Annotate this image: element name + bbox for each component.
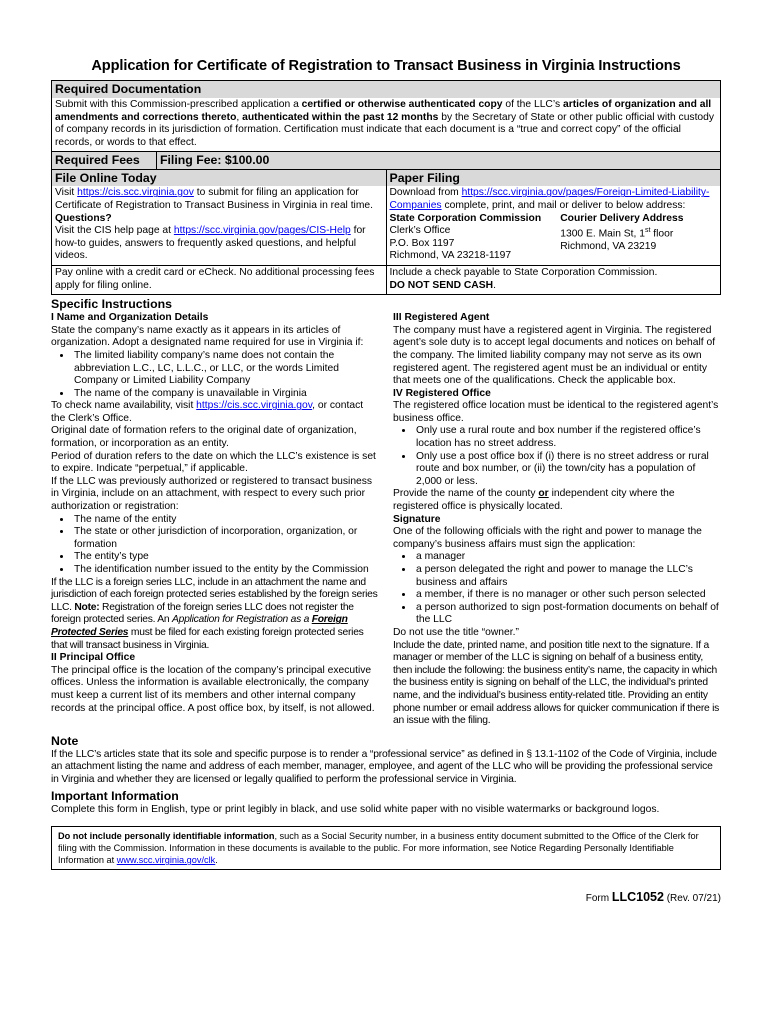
filing-methods-header [52, 169, 720, 186]
list-item: • a person delegated the right and power to manage the LLC’s business and affairs [414, 564, 721, 589]
requirements-box [51, 80, 721, 295]
list-item: • The identification number issued to the entity by the Commission [72, 564, 379, 577]
online-heading: File Online Today [52, 170, 387, 186]
courier-address: Courier Delivery Address 1300 E. Main St, 1st floor Richmond, VA 23219 [560, 212, 684, 253]
instructions-page [51, 58, 721, 904]
scc-mailing-address: State Corporation Commission Clerk’s Office P.O. Box 1197 Richmond, VA 23218-1197 [389, 212, 542, 262]
section-4-text: The registered office location must be identical to the registered agent’s business office. [393, 400, 719, 424]
required-fees-row [52, 151, 720, 169]
section-2-heading: II Principal Office [51, 652, 136, 664]
required-documentation-heading: Required Documentation [52, 81, 720, 98]
instructions-left-column [51, 312, 379, 728]
cis-help-link[interactable]: https://scc.virginia.gov/pages/CIS-Help [173, 225, 351, 237]
owner-title-note: Do not use the title “owner.” [393, 626, 519, 638]
online-payment-note: Pay online with a credit card or eCheck. No additional processing fees apply for filing online. [52, 265, 386, 294]
filing-fee: Filing Fee: $100.00 [160, 153, 270, 168]
paper-column [387, 186, 721, 294]
specific-instructions [51, 312, 721, 728]
formation-date-text: Original date of formation refers to the original date of organization, formation, or incorporation as an entity. [51, 425, 357, 450]
online-text: Visit https://cis.scc.virginia.gov to submit for filing an application for Certificate of Registration to Transact Business in Virginia in real time. Questions? Visit the CIS help page at https://scc.virginia.gov/pages/CIS-Help for how-to guides, answers to frequently asked questions, and helpful videos. [55, 187, 374, 262]
specific-instructions-heading: Specific Instructions [51, 297, 172, 312]
section-3-heading: III Registered Agent [393, 312, 490, 324]
list-item: • a manager [414, 551, 721, 564]
note-heading: Note [51, 733, 79, 748]
section-3-text: The company must have a registered agent in Virginia. The registered agent’s sole duty is to accept legal documents and notices on behalf of the company. The limited liability company may not serve as its own registered agent. The registered agent must be an individual or entity that meets one of the qualifications. Check the applicable box. [393, 324, 716, 387]
registered-office-list [393, 425, 721, 488]
pii-notice: Do not include personally identifiable information, such as a Social Security number, in a business entity document submitted to the Office of the Clerk for filing with the Commission. Information in these documents is available to the public. For more information, see Notice Regarding Personally Identifiable Information at www.scc.virginia.gov/clk. [51, 826, 721, 870]
list-item: • The name of the entity [72, 514, 379, 527]
designated-name-list [51, 350, 379, 400]
form-number: Form LLC1052 (Rev. 07/21) [585, 890, 721, 905]
signature-details-text: Include the date, printed name, and position title next to the signature. If a manager or member of the LLC is signing on behalf of a business entity, then include the following: the business entity’s name, the capacity in which the business entity is signing on behalf of the LLC, the individual’s printed name, and the individual’s business entity-related title. Providing an entity phone number or email address allows for quicker communication if there is an issue with the filing. [393, 639, 720, 727]
list-item: • The name of the company is unavailable in Virginia [72, 388, 379, 401]
prior-registration-list [51, 514, 379, 577]
list-item: • The entity’s type [72, 551, 379, 564]
prior-registration-text: If the LLC was previously authorized or registered to transact business in Virginia, include on an attachment, with respect to every such prior authorization or registration: [51, 475, 373, 513]
signature-heading: Signature [393, 513, 441, 525]
section-4-heading: IV Registered Office [393, 387, 491, 399]
section-1-heading: I Name and Organization Details [51, 312, 209, 324]
mailing-addresses [390, 213, 718, 263]
list-item: • Only use a rural route and box number if the registered office’s location has no street address. [414, 425, 721, 450]
duration-text: Period of duration refers to the date on which the LLC’s existence is set to expire. Indicate “perpetual,” if applicable. [51, 450, 376, 475]
paper-text: Download from https://scc.virginia.gov/pages/Foreign-Limited-Liability-Companies complete, print, and mail or deliver to below address: State Corporation Commission Clerk’s Office P.O. Box 1197 Richmond, VA 23218-1197 Courier Delivery Address 1300 E. Main St, 1st floor Richmond, VA 23219 [387, 186, 721, 265]
paper-heading: Paper Filing [389, 171, 460, 186]
list-item: • a person authorized to sign post-formation documents on behalf of the LLC [414, 602, 721, 627]
clerk-link[interactable]: www.scc.virginia.gov/clk [116, 855, 216, 866]
signature-intro: One of the following officials with the right and power to manage the company’s business affairs must sign the application: [393, 526, 702, 550]
required-documentation-text: Submit with this Commission-prescribed application a certified or otherwise authenticated copy of the LLC’s articles of organization and all amendments and corrections thereto, authenticated within the past 12 months by the Secretary of State or other public official with custody of company records in its jurisdiction of formation. Certification must indicate that each document is a “true and correct copy” of the official records, or words to that effect. [55, 99, 715, 148]
list-item: • a member, if there is no manager or other such person selected [414, 589, 721, 602]
paper-payment-note: Include a check payable to State Corporation Commission. DO NOT SEND CASH. [387, 265, 721, 294]
foreign-llc-link[interactable]: https://scc.virginia.gov/pages/Foreign-Limited-Liability-Companies [389, 187, 710, 211]
page-title: Application for Certificate of Registration to Transact Business in Virginia Instructions [91, 58, 681, 74]
cis-link[interactable]: https://cis.scc.virginia.gov [77, 187, 194, 199]
list-item: • The limited liability company’s name does not contain the abbreviation L.C., LC, L.L.C., or LLC, or the words Limited Company or Limited Liability Company [72, 350, 379, 388]
required-fees-label: Required Fees [52, 152, 157, 169]
important-text: Complete this form in English, type or print legibly in black, and use solid white paper with no visible watermarks or background logos. [51, 803, 660, 815]
instructions-right-column [393, 312, 721, 728]
section-1-intro: State the company’s name exactly as it appears in its articles of organization. Adopt a designated name required for use in Virginia if: [51, 324, 364, 349]
signature-officials-list [393, 551, 721, 627]
list-item: • The state or other jurisdiction of incorporation, organization, or formation [72, 526, 379, 551]
online-column [52, 186, 387, 294]
series-llc-text: If the LLC is a foreign series LLC, include in an attachment the name and jurisdiction of each foreign protected series established by the foreign series LLC. Note: Registration of the foreign series LLC does not register the foreign protected series. An Application for Registration as a Foreign Protected Series must be filed for each existing foreign protected series that will transact business in Virginia. [51, 576, 378, 651]
name-check-link[interactable]: https://cis.scc.virginia.gov [196, 400, 313, 412]
name-availability-text: To check name availability, visit https://cis.scc.virginia.gov, or contact the Clerk’s Office. [51, 400, 364, 424]
note-text: If the LLC’s articles state that its sole and specific purpose is to render a “professional service” as defined in § 13.1-1102 of the Code of Virginia, include an attachment listing the name and address of each member, manager, employee, and agent of the LLC who will be providing the professional service in Virginia and whether they are licensed or legally qualified to perform the professional service in Virginia. [51, 748, 717, 785]
filing-methods [52, 186, 720, 294]
important-heading: Important Information [51, 788, 179, 803]
list-item: • Only use a post office box if (i) there is no street address or rural route and box number, or (ii) the town/city has a population of 2,000 or less. [414, 451, 721, 489]
section-2-text: The principal office is the location of the company’s principal executive offices. Unless the information is available electronically, the company must keep a current list of its members and other internal company records at the principal office. A post office box, by itself, is not allowed. [51, 664, 375, 714]
questions-label: Questions? [55, 212, 112, 224]
county-text: Provide the name of the county or independent city where the registered office is physically located. [393, 488, 675, 513]
